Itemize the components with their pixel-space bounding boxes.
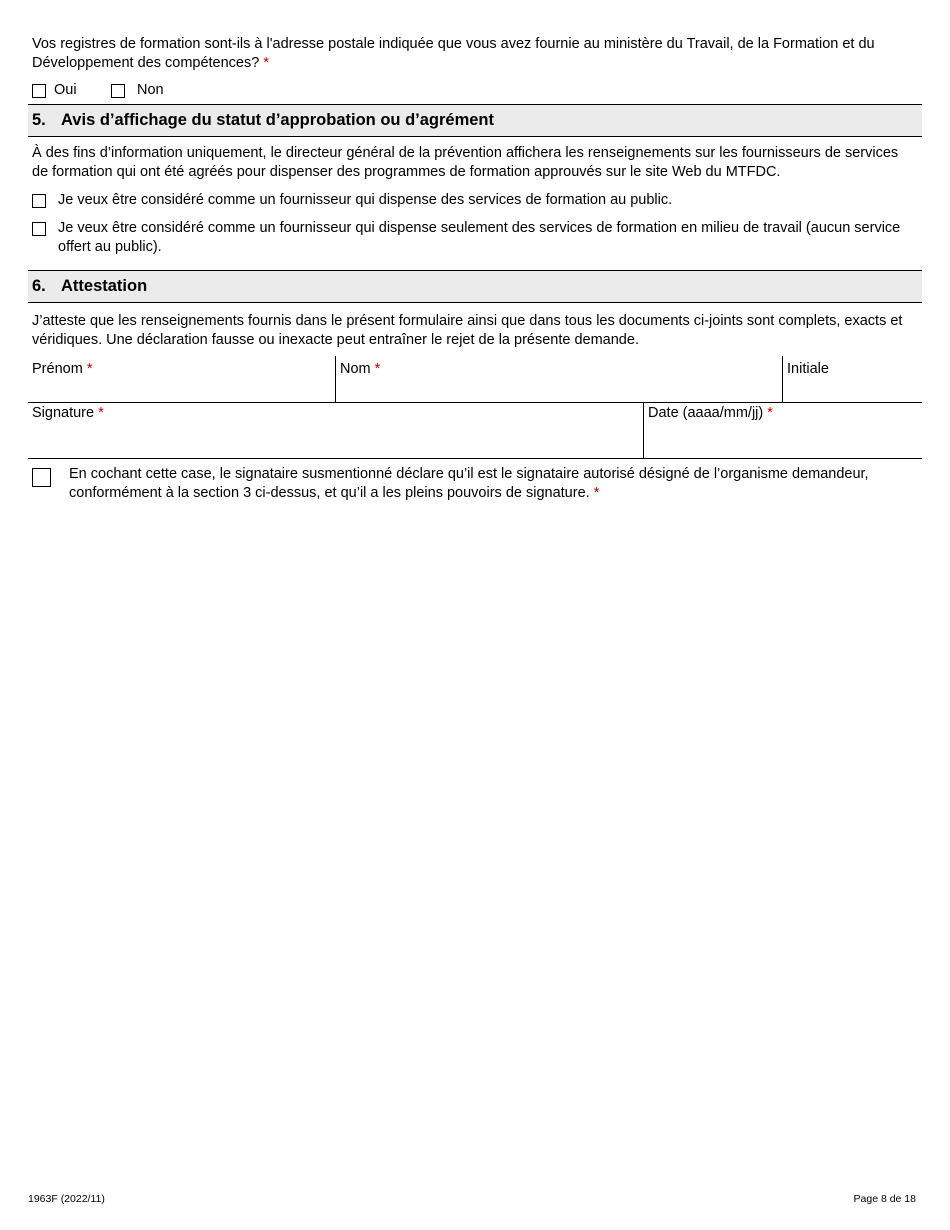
first-name-label (32, 360, 92, 379)
required-mark: * (263, 55, 269, 71)
yes-checkbox[interactable] (32, 84, 46, 98)
last-name-field[interactable] (336, 356, 782, 402)
section-6-title: Attestation (61, 277, 148, 295)
section-5-intro: À des fins d’information uniquement, le directeur général de la prévention affichera les renseignements sur les fournisseurs de services de formation qui ont été agréés pour dispenser des programmes de formation approuvés sur le site Web du MTFDC. (32, 145, 899, 180)
last-name-label-text: Nom (340, 361, 371, 377)
required-mark: * (86, 361, 93, 377)
section-5-header (28, 104, 922, 137)
public-provider-checkbox[interactable] (32, 194, 46, 208)
declaration-label: En cochant cette case, le signataire susmentionné déclare qu’il est le signataire autorisé désigné de l’organisme demandeur, conformément à la section 3 ci-dessus, et qu’il a les pleins pouvoirs de signature. (69, 466, 869, 501)
public-provider-label: Je veux être considéré comme un fournisseur qui dispense des services de formation au public. (58, 192, 673, 208)
section-6-header (28, 270, 922, 303)
no-checkbox[interactable] (111, 84, 125, 98)
initial-label: Initiale (787, 361, 829, 377)
page-number: Page 8 de 18 (853, 1193, 916, 1205)
required-mark: * (767, 405, 773, 421)
date-field[interactable] (644, 403, 922, 458)
initial-field[interactable] (783, 356, 922, 402)
divider (28, 458, 922, 459)
section-6-number: 6. (32, 277, 46, 295)
no-label: Non (137, 82, 164, 98)
workplace-provider-checkbox[interactable] (32, 222, 46, 236)
required-mark: * (374, 361, 381, 377)
signature-label-text: Signature (32, 405, 95, 421)
signature-label (32, 404, 104, 423)
required-mark: * (593, 485, 600, 501)
section-6-intro: J’atteste que les renseignements fournis dans le présent formulaire ainsi que dans tous les documents ci-joints sont complets, exacts et véridiques. Une déclaration fausse ou inexacte peut entraîner le rejet de la présente demande. (32, 313, 903, 348)
last-name-label (340, 360, 380, 379)
declaration-text (69, 465, 869, 503)
section-5-number: 5. (32, 111, 46, 129)
declaration-checkbox[interactable] (32, 468, 51, 487)
mailing-question (32, 35, 922, 73)
mailing-question-text: Vos registres de formation sont-ils à l'adresse postale indiquée que vous avez fournie au ministère du Travail, de la Formation et du Développement des compétences? (32, 36, 875, 71)
date-label (648, 404, 773, 423)
section-5-title: Avis d’affichage du statut d’approbation ou d’agrément (61, 111, 495, 129)
required-mark: * (98, 405, 104, 421)
date-label-text: Date (aaaa/mm/jj) (648, 405, 764, 421)
workplace-provider-label: Je veux être considéré comme un fournisseur qui dispense seulement des services de formation en milieu de travail (aucun service offert au public). (58, 220, 901, 255)
signature-field[interactable] (28, 403, 642, 458)
form-id: 1963F (2022/11) (28, 1193, 105, 1205)
yes-label: Oui (54, 82, 77, 98)
first-name-label-text: Prénom (32, 361, 83, 377)
first-name-field[interactable] (28, 356, 335, 402)
